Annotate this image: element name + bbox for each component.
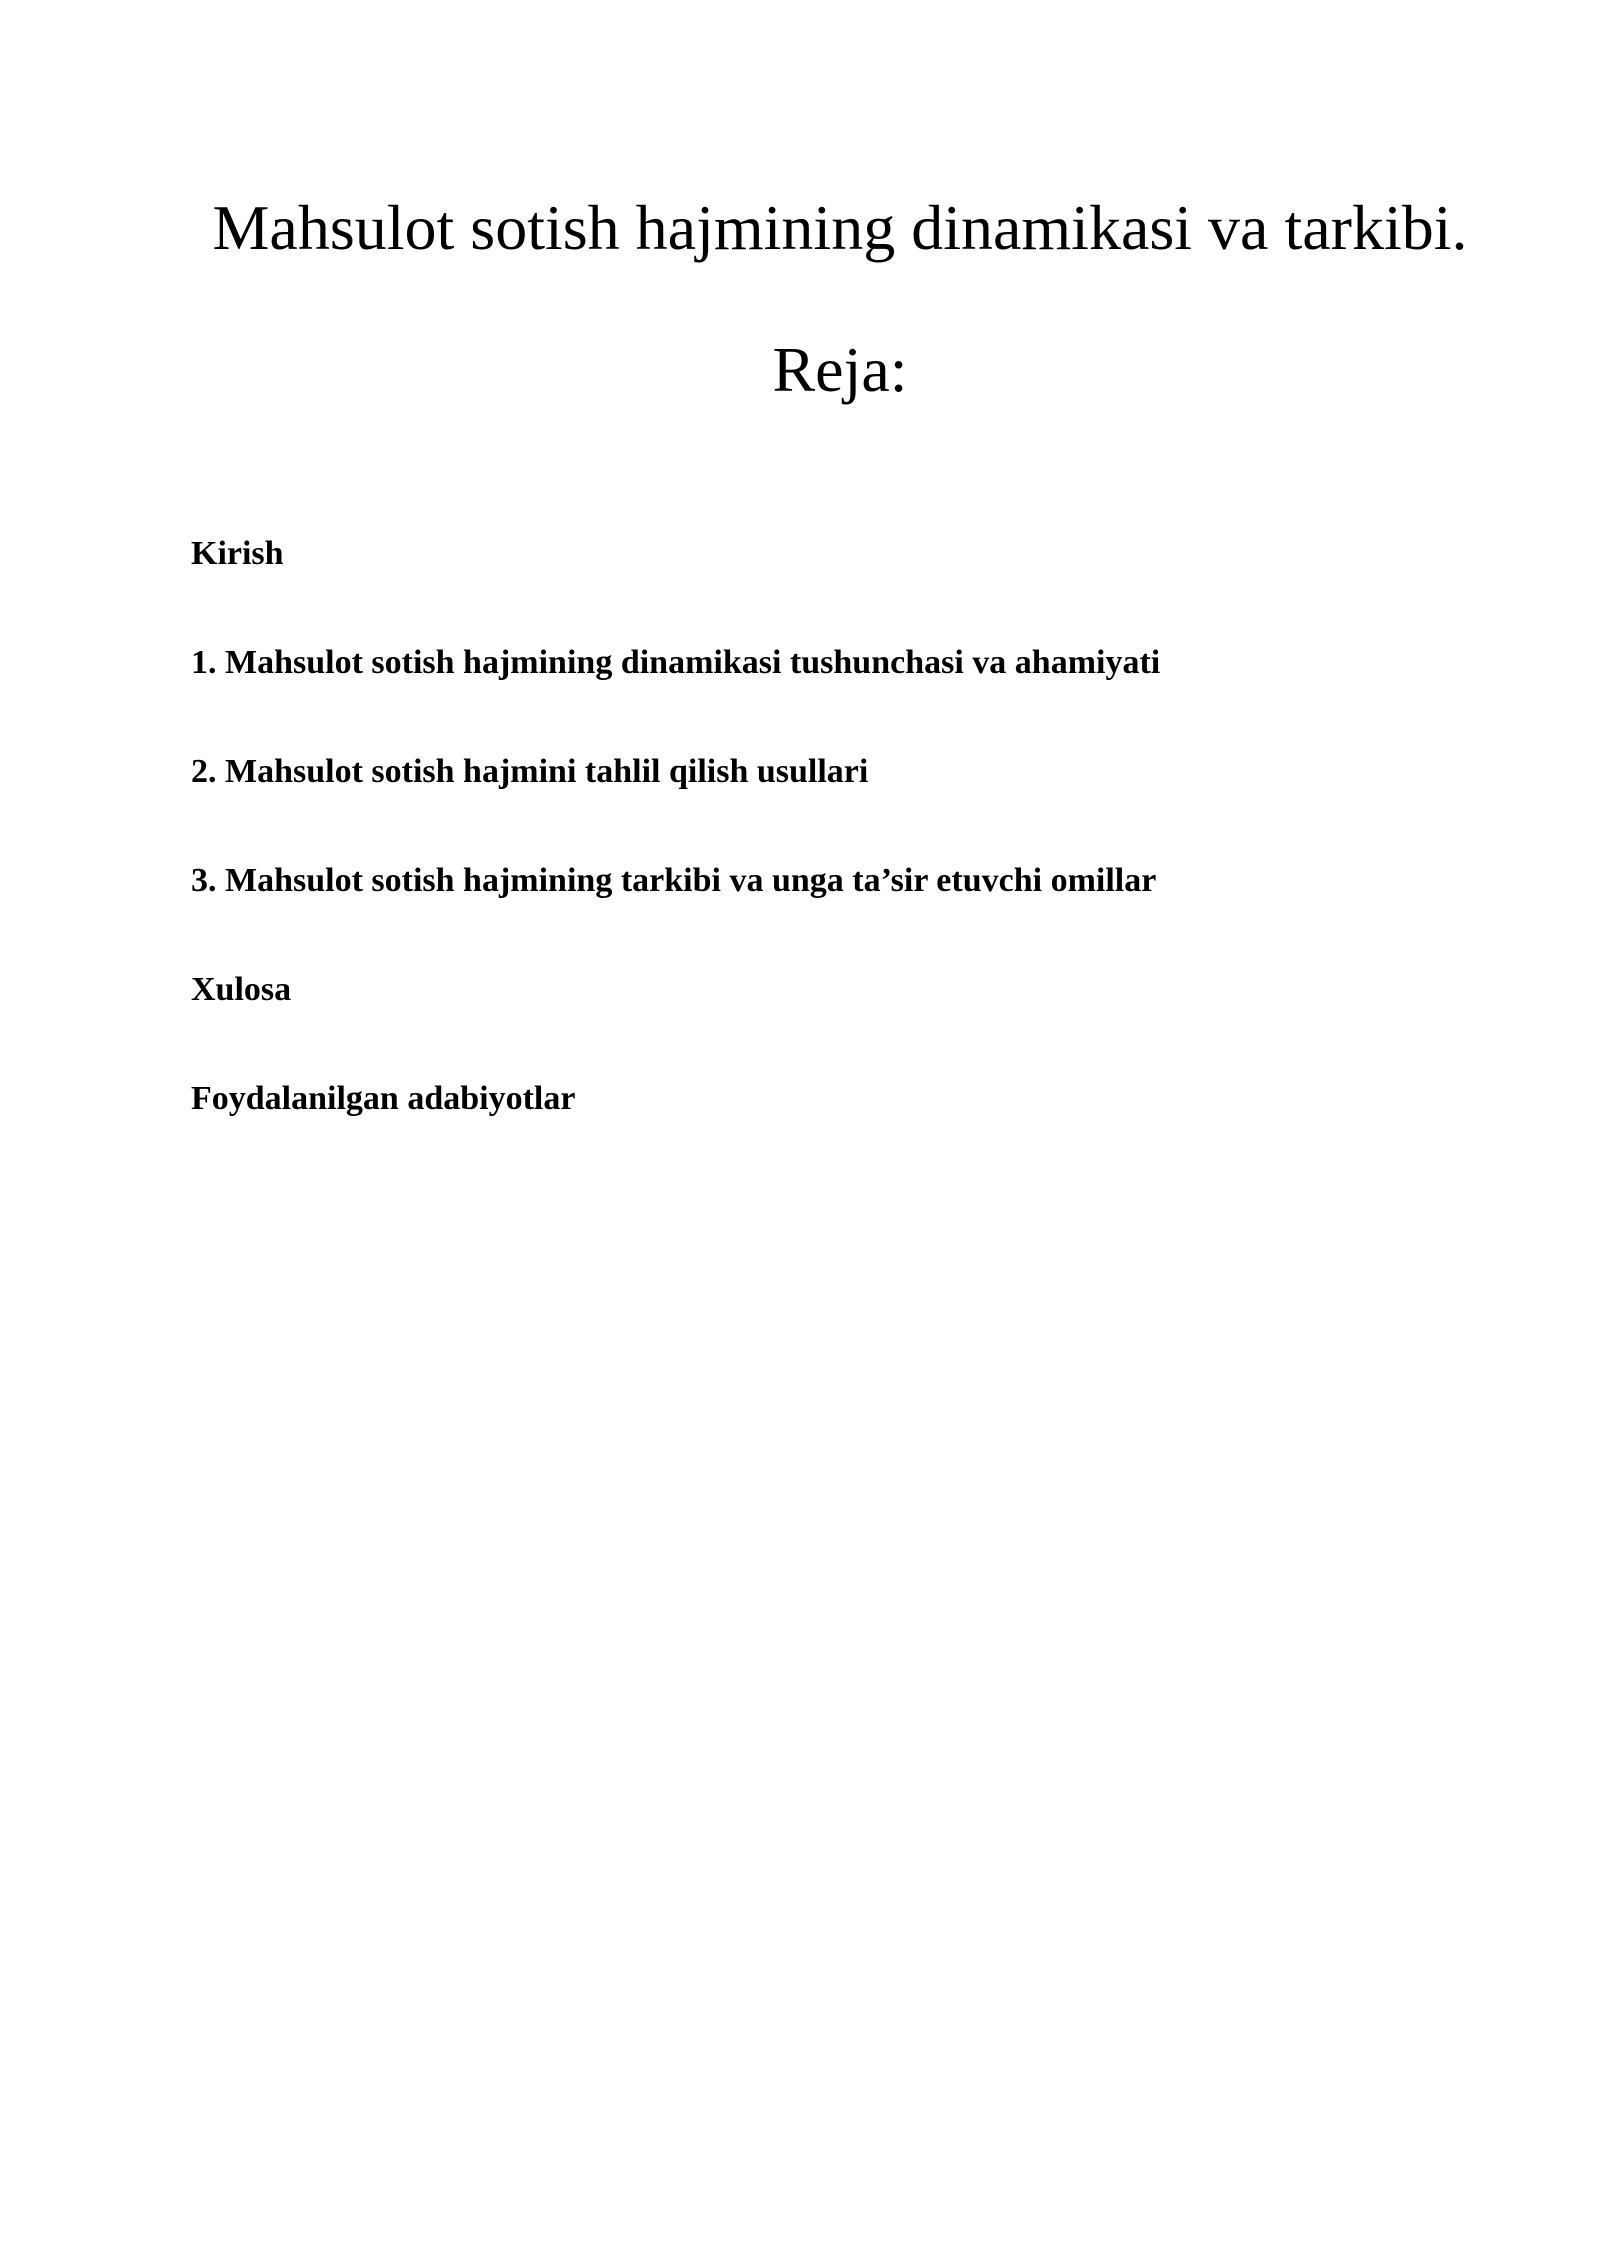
plan-item-conclusion: Xulosa [191,971,292,1008]
plan-item-section-3: 3. Mahsulot sotish hajmining tarkibi va unga ta’sir etuvchi omillar [191,862,1157,899]
plan-list [191,530,1441,1184]
plan-heading: Reja: [772,334,908,405]
plan-item-references: Foydalanilgan adabiyotlar [191,1080,576,1117]
document-title: Mahsulot sotish hajmining dinamikasi va tarkibi. [212,192,1468,263]
plan-item-introduction: Kirish [191,535,284,572]
plan-item-section-1: 1. Mahsulot sotish hajmining dinamikasi tushunchasi va ahamiyati [191,644,1161,681]
plan-item-section-2: 2. Mahsulot sotish hajmini tahlil qilish usullari [191,753,869,790]
